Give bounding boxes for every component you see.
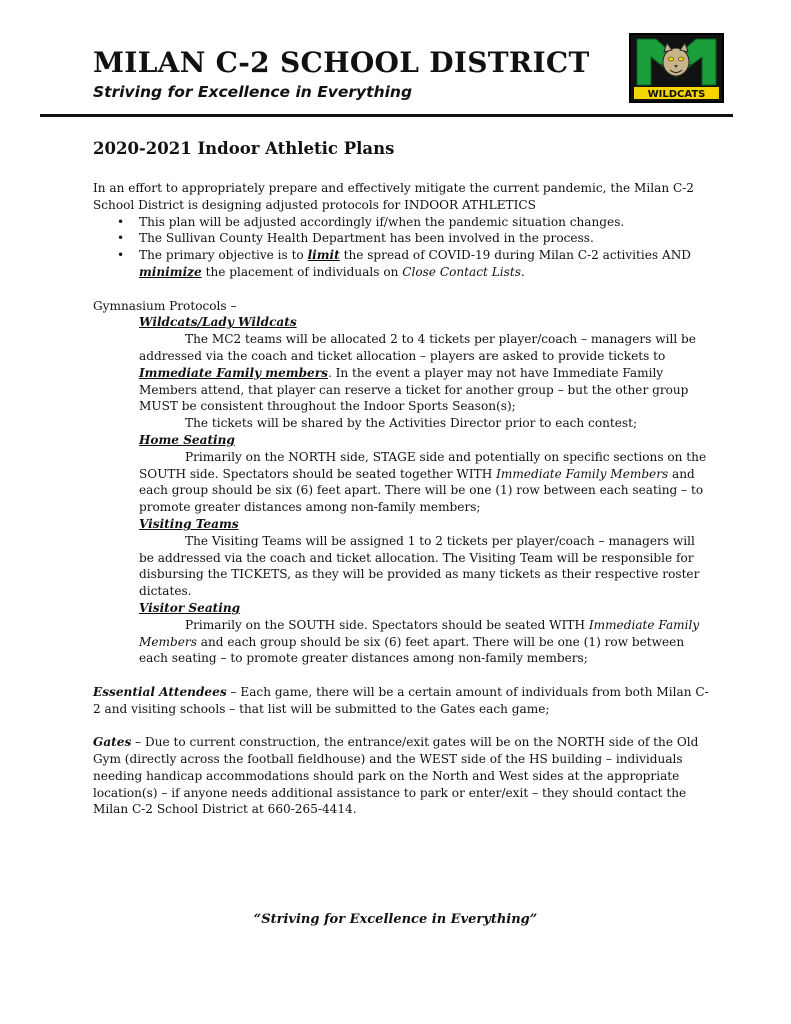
visitor-seating-heading: Visitor Seating [139, 600, 241, 615]
immediate-family-emphasis: Immediate Family Members [139, 617, 700, 649]
header-divider [40, 114, 733, 117]
paragraph-text: The MC2 teams will be allocated 2 to 4 tickets per player/coach – managers will be addressed via the coach and ticket allocation – players are asked to provide tickets to [139, 332, 696, 363]
wildcats-section [93, 314, 713, 667]
intro-bullet-list [93, 214, 713, 281]
gates-label: Gates [93, 735, 132, 750]
document-title: 2020-2021 Indoor Athletic Plans [93, 139, 395, 158]
essential-attendees-label: Essential Attendees [93, 684, 227, 699]
immediate-family-emphasis: Immediate Family members [139, 365, 328, 380]
minimize-emphasis: minimize [139, 264, 202, 279]
wildcats-paragraph-1 [139, 331, 713, 415]
bullet-item: • The Sullivan County Health Department has been involved in the process. [139, 230, 713, 247]
wildcats-heading: Wildcats/Lady Wildcats [139, 315, 297, 330]
gym-protocols-heading: Gymnasium Protocols – [93, 298, 237, 313]
gates-paragraph [93, 734, 713, 818]
district-title: MILAN C-2 SCHOOL DISTRICT [93, 46, 590, 79]
close-contact-emphasis: Close Contact Lists [402, 264, 521, 279]
limit-emphasis: limit [307, 248, 340, 263]
paragraph-text: . In the event a player may not have Immediate Family Members attend, that player can reserve a ticket for another group – but the other group MUST be consistent throughout the Indoor Sports Season(s); [139, 365, 689, 414]
footer-slogan: “Striving for Excellence in Everything” [253, 912, 538, 927]
wildcats-paragraph-2: The tickets will be shared by the Activities Director prior to each contest; [185, 416, 638, 431]
paragraph-text: – Each game, there will be a certain amount of individuals from both Milan C-2 and visiting schools – that list will be submitted to the Gates each game; [93, 684, 709, 716]
logo-text: WILDCATS [647, 89, 706, 100]
home-seating-paragraph [139, 449, 713, 516]
bullet-text: the placement of individuals on [201, 264, 403, 279]
bullet-text: . [520, 264, 525, 279]
paragraph-text: Primarily on the SOUTH side. Spectators should be seated WITH [185, 617, 589, 632]
bullet-item [139, 247, 713, 281]
home-seating-heading: Home Seating [139, 432, 235, 447]
bullet-text: The primary objective is to [139, 248, 308, 263]
document-body [93, 180, 713, 818]
bullet-item: • This plan will be adjusted accordingly if/when the pandemic situation changes. [139, 214, 713, 231]
district-slogan: Striving for Excellence in Everything [93, 83, 413, 101]
wildcats-logo [629, 33, 724, 103]
visiting-teams-heading: Visiting Teams [139, 516, 239, 531]
paragraph-text: and each group should be six (6) feet apart. There will be one (1) row between each seating – to promote greater distances among non-family members; [139, 466, 704, 515]
visiting-teams-paragraph: The Visiting Teams will be assigned 1 to 2 tickets per player/coach – managers will be addressed via the coach and ticket allocation. The Visiting Team will be responsible for disbursing the TICKETS, as they will be provided as many tickets as their respective roster dictates. [139, 533, 700, 599]
paragraph-text: – Due to current construction, the entrance/exit gates will be on the NORTH side of the Old Gym (directly across the football fieldhouse) and the WEST side of the HS building – individuals needing handicap accommodations should park on the North and West sides at the appropriate location(s) – if anyone needs additional assistance to park or enter/exit – they should contact the Milan C-2 School District at 660-265-4414. [93, 735, 699, 817]
paragraph-text: and each group should be six (6) feet apart. There will be one (1) row between each seating – to promote greater distances among non-family members; [139, 634, 685, 666]
intro-paragraph: In an effort to appropriately prepare and effectively mitigate the current pandemic, the Milan C-2 School District is designing adjusted protocols for INDOOR ATHLETICS [93, 181, 694, 212]
immediate-family-emphasis: Immediate Family Members [496, 466, 669, 481]
bullet-text: the spread of COVID-19 during Milan C-2 activities AND [339, 248, 691, 263]
essential-attendees-paragraph [93, 684, 713, 718]
wildcats-logo-icon [631, 35, 722, 101]
visitor-seating-paragraph [139, 617, 713, 667]
paragraph-text: Primarily on the NORTH side, STAGE side and potentially on specific sections on the SOUTH side. Spectators should be seated together WITH [139, 449, 707, 481]
